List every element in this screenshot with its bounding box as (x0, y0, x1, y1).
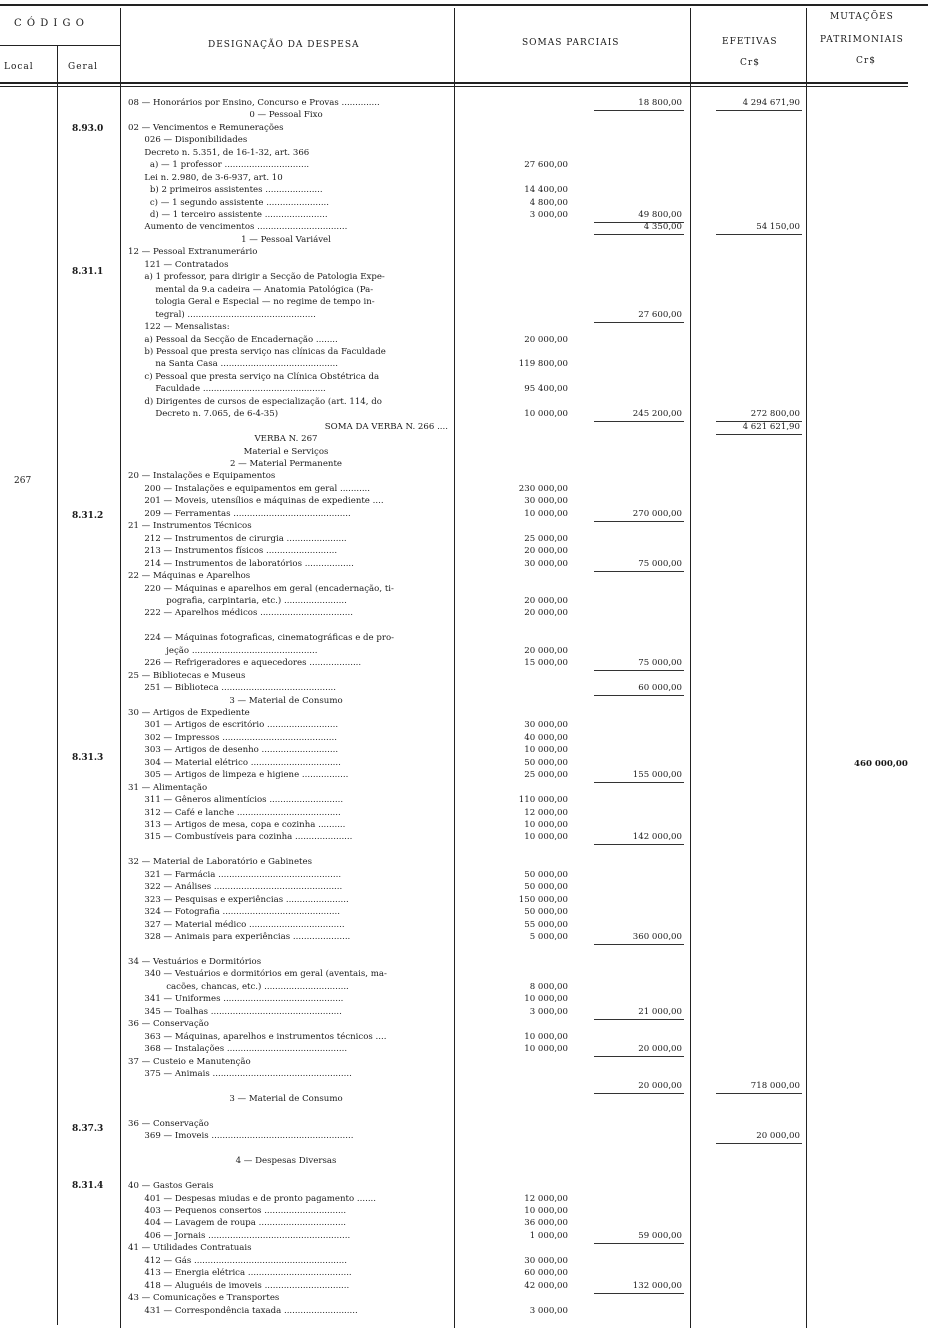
subtotal-rule (594, 110, 684, 111)
row-description: jeção .............................................. (128, 645, 318, 656)
amount-c2: 4 350,00 (643, 222, 682, 233)
amount-c1: 230 000,00 (518, 483, 568, 494)
row-description: 20 — Instalações e Equipamentos (128, 471, 276, 482)
amount-c1: 10 000,00 (524, 1205, 568, 1216)
row-description: 404 — Lavagem de roupa ................................ (128, 1218, 347, 1229)
amount-c1: 15 000,00 (524, 658, 568, 669)
subtotal-rule (716, 1143, 802, 1144)
amount-c1: 30 000,00 (524, 720, 568, 731)
amount-c1: 20 000,00 (524, 645, 568, 656)
row-description: 34 — Vestuários e Dormitórios (128, 956, 262, 967)
row-description: 40 — Gastos Gerais (128, 1181, 214, 1192)
col-line-local (57, 45, 58, 1325)
row-description: SOMA DA VERBA N. 266 .... (324, 421, 448, 432)
row-description: 327 — Material médico ................................... (128, 919, 345, 930)
amount-c2: 27 600,00 (638, 309, 682, 320)
amount-c1: 10 000,00 (524, 409, 568, 420)
amount-c1: 4 800,00 (529, 197, 568, 208)
row-description: 209 — Ferramentas ........................................... (128, 508, 351, 519)
row-description: c) — 1 segundo assistente ....................... (128, 197, 330, 208)
amount-c1: 14 400,00 (524, 185, 568, 196)
row-description: 375 — Animais ................................................... (128, 1069, 352, 1080)
row-description: 302 — Impressos .......................................... (128, 732, 337, 743)
row-description: b) Pessoal que presta serviço nas clínicas da Faculdade (128, 346, 386, 357)
subtotal-rule (594, 844, 684, 845)
amount-c3: 718 000,00 (750, 1081, 800, 1092)
right-total: 460 000,00 (854, 759, 908, 769)
row-description: 22 — Máquinas e Aparelhos (128, 571, 251, 582)
amount-c1: 27 600,00 (524, 160, 568, 171)
row-description: 224 — Máquinas fotograficas, cinematográficas e de pro- (128, 633, 395, 644)
row-description: 122 — Mensalistas: (128, 322, 230, 333)
row-description: 363 — Máquinas, aparelhos e instrumentos técnicos .... (128, 1031, 387, 1042)
subtotal-rule (594, 521, 684, 522)
geral-code: 8.31.2 (72, 511, 104, 521)
geral-code: 8.31.1 (72, 267, 104, 277)
row-description: 303 — Artigos de desenho ............................ (128, 745, 339, 756)
col-line-somas (690, 8, 691, 1328)
subtotal-rule (594, 944, 684, 945)
amount-c1: 3 000,00 (529, 1305, 568, 1316)
row-description: 212 — Instrumentos de cirurgia ...................... (128, 533, 347, 544)
row-description: 328 — Animais para experiências ..................... (128, 932, 351, 943)
geral-code: 8.31.3 (72, 753, 104, 763)
header-patr-unit: Cr$ (856, 56, 876, 66)
row-description: 340 — Vestuários e dormitórios em geral (aventais, ma- (128, 969, 387, 980)
row-description: 21 — Instrumentos Técnicos (128, 521, 252, 532)
amount-c1: 5 000,00 (529, 932, 568, 943)
row-description: 25 — Bibliotecas e Museus (128, 670, 246, 681)
row-description: 322 — Análises ............................................... (128, 882, 343, 893)
subtotal-rule (594, 571, 684, 572)
amount-c1: 55 000,00 (524, 919, 568, 930)
row-description: pografia, carpintaria, etc.) ....................... (128, 595, 347, 606)
row-description: a) — 1 professor ............................... (128, 160, 310, 171)
amount-c2: 20 000,00 (638, 1044, 682, 1055)
header-designacao: DESIGNAÇÃO DA DESPESA (208, 40, 360, 50)
row-description: 305 — Artigos de limpeza e higiene ................. (128, 770, 349, 781)
row-description: 3 — Material de Consumo (229, 695, 343, 706)
amount-c1: 50 000,00 (524, 882, 568, 893)
row-description: 412 — Gás ........................................................ (128, 1255, 347, 1266)
subtotal-rule (594, 234, 684, 235)
subtotal-rule (594, 1293, 684, 1294)
amount-c2: 270 000,00 (632, 508, 682, 519)
row-description: 311 — Gêneros alimentícios ........................... (128, 795, 344, 806)
amount-c1: 20 000,00 (524, 334, 568, 345)
row-description: 31 — Alimentação (128, 782, 208, 793)
header-geral: Geral (68, 62, 99, 72)
amount-c1: 12 000,00 (524, 807, 568, 818)
row-description: 312 — Café e lanche ...................................... (128, 807, 341, 818)
subtotal-rule (594, 695, 684, 696)
subtotal-rule (716, 434, 802, 435)
row-description: 121 — Contratados (128, 259, 229, 270)
header-efetivas: EFETIVAS (722, 37, 778, 47)
row-description: 41 — Utilidades Contratuais (128, 1243, 252, 1254)
row-description: 220 — Máquinas e aparelhos em geral (encadernação, ti- (128, 583, 394, 594)
local-code: 267 (14, 476, 32, 486)
top-rule (0, 4, 928, 6)
header-efetivas-unit: Cr$ (740, 58, 760, 68)
row-description: Decreto n. 5.351, de 16-1-32, art. 366 (128, 147, 310, 158)
row-description: 403 — Pequenos consertos .............................. (128, 1205, 347, 1216)
row-description: 08 — Honorários por Ensino, Concurso e Provas .............. (128, 98, 380, 108)
col-line-designacao (454, 8, 455, 1328)
amount-c1: 10 000,00 (524, 994, 568, 1005)
subtotal-rule (716, 110, 802, 111)
row-description: d) Dirigentes de cursos de especialização (art. 114, do (128, 396, 382, 407)
row-description: b) 2 primeiros assistentes ..................... (128, 185, 323, 196)
subtotal-rule (594, 670, 684, 671)
amount-c1: 1 000,00 (529, 1230, 568, 1241)
row-description: 200 — Instalações e equipamentos em geral ........... (128, 483, 371, 494)
row-description: a) 1 professor, para dirigir a Secção de Patologia Expe- (128, 272, 385, 283)
row-description: 36 — Conservação (128, 1118, 209, 1129)
row-description: tologia Geral e Especial — no regime de tempo in- (128, 297, 375, 308)
geral-code: 8.31.4 (72, 1181, 104, 1191)
row-description: 12 — Pessoal Extranumerário (128, 247, 258, 258)
amount-c3: 4 621 621,90 (742, 421, 800, 432)
amount-c1: 36 000,00 (524, 1218, 568, 1229)
amount-c1: 20 000,00 (524, 608, 568, 619)
amount-c1: 110 000,00 (518, 795, 568, 806)
row-description: Aumento de vencimentos ................................. (128, 222, 348, 233)
row-description: 4 — Despesas Diversas (235, 1156, 337, 1167)
header-codigo: C Ó D I G O (14, 18, 85, 29)
subtotal-rule (716, 1093, 802, 1094)
amount-c2: 132 000,00 (632, 1280, 682, 1291)
row-description: 315 — Combustíveis para cozinha ..................... (128, 832, 353, 843)
amount-c1: 25 000,00 (524, 770, 568, 781)
amount-c1: 3 000,00 (529, 1006, 568, 1017)
subtotal-rule (594, 1056, 684, 1057)
row-description: 313 — Artigos de mesa, copa e cozinha .......... (128, 820, 346, 831)
amount-c3: 54 150,00 (756, 222, 800, 233)
row-description: 1 — Pessoal Variável (241, 234, 331, 245)
row-description: 026 — Disponibilidades (128, 135, 248, 146)
amount-c1: 3 000,00 (529, 210, 568, 221)
header-local: Local (4, 62, 34, 72)
codigo-divider (0, 45, 120, 46)
row-description: 0 — Pessoal Fixo (249, 110, 323, 121)
row-description: na Santa Casa ........................................... (128, 359, 338, 370)
amount-c1: 20 000,00 (524, 546, 568, 557)
header-patrimoniais: PATRIMONIAIS (820, 35, 904, 45)
subtotal-rule (594, 1243, 684, 1244)
row-description: 418 — Aluguéis de imoveis ............................... (128, 1280, 350, 1291)
row-description: Decreto n. 7.065, de 6-4-35) (128, 409, 279, 420)
amount-c1: 25 000,00 (524, 533, 568, 544)
subtotal-rule (594, 421, 684, 422)
amount-c2: 75 000,00 (638, 658, 682, 669)
amount-c2: 20 000,00 (638, 1081, 682, 1092)
subtotal-rule (716, 234, 802, 235)
row-description: 30 — Artigos de Expediente (128, 708, 250, 718)
row-description: 37 — Custeio e Manutenção (128, 1056, 251, 1067)
col-line-geral (120, 8, 121, 1328)
row-description: 32 — Material de Laboratório e Gabinetes (128, 857, 312, 868)
row-description: 323 — Pesquisas e experiências ....................... (128, 894, 349, 905)
amount-c1: 8 000,00 (529, 981, 568, 992)
amount-c1: 10 000,00 (524, 1044, 568, 1055)
row-description: Material e Serviços (243, 446, 329, 457)
amount-c2: 155 000,00 (632, 770, 682, 781)
amount-c2: 49 800,00 (638, 210, 682, 221)
amount-c1: 95 400,00 (524, 384, 568, 395)
row-description: 301 — Artigos de escritório .......................... (128, 720, 339, 731)
amount-c2: 75 000,00 (638, 558, 682, 569)
row-description: cacões, chancas, etc.) ............................... (128, 981, 349, 992)
row-description: c) Pessoal que presta serviço na Clínica Obstétrica da (128, 371, 380, 382)
row-description: 304 — Material elétrico ................................. (128, 757, 341, 768)
row-description: 02 — Vencimentos e Remunerações (128, 122, 284, 133)
row-description: Lei n. 2.980, de 3-6-937, art. 10 (128, 172, 283, 183)
amount-c1: 50 000,00 (524, 757, 568, 768)
amount-c2: 21 000,00 (638, 1006, 682, 1017)
amount-c2: 59 000,00 (638, 1230, 682, 1241)
amount-c1: 50 000,00 (524, 907, 568, 918)
amount-c2: 60 000,00 (638, 683, 682, 694)
row-description: VERBA N. 267 (254, 434, 318, 445)
subtotal-rule (594, 322, 684, 323)
geral-code: 8.37.3 (72, 1124, 104, 1134)
amount-c1: 42 000,00 (524, 1280, 568, 1291)
header-somas: SOMAS PARCIAIS (522, 38, 620, 48)
amount-c2: 142 000,00 (632, 832, 682, 843)
amount-c2: 360 000,00 (632, 932, 682, 943)
geral-code: 8.93.0 (72, 124, 104, 134)
row-description: 214 — Instrumentos de laboratórios .................. (128, 558, 354, 569)
subtotal-rule (594, 1019, 684, 1020)
amount-c2: 18 800,00 (638, 98, 682, 108)
col-line-efetivas (806, 8, 807, 1328)
row-description: a) Pessoal da Secção de Encadernação ........ (128, 334, 338, 345)
row-description: 341 — Uniformes ............................................ (128, 994, 344, 1005)
amount-c3: 20 000,00 (756, 1131, 800, 1142)
row-description: 222 — Aparelhos médicos .................................. (128, 608, 353, 619)
amount-c1: 30 000,00 (524, 1255, 568, 1266)
amount-c1: 10 000,00 (524, 745, 568, 756)
amount-c1: 10 000,00 (524, 832, 568, 843)
amount-c1: 40 000,00 (524, 732, 568, 743)
row-description: 3 — Material de Consumo (229, 1093, 343, 1104)
amount-c1: 12 000,00 (524, 1193, 568, 1204)
amount-c1: 20 000,00 (524, 595, 568, 606)
row-description: 213 — Instrumentos físicos .......................... (128, 546, 338, 557)
row-description: 369 — Imoveis .................................................... (128, 1131, 354, 1142)
row-description: 401 — Despesas miudas e de pronto pagamento ....... (128, 1193, 377, 1204)
row-description: 413 — Energia elétrica ...................................... (128, 1268, 352, 1279)
row-description: 431 — Correspondência taxada ........................... (128, 1305, 358, 1316)
row-description: 406 — Jornais .................................................... (128, 1230, 351, 1241)
row-description: 36 — Conservação (128, 1019, 209, 1030)
row-description: 321 — Farmácia ............................................. (128, 869, 342, 880)
amount-c3: 4 294 671,90 (742, 98, 800, 108)
row-description: 43 — Comunicações e Transportes (128, 1293, 280, 1304)
row-description: 201 — Moveis, utensílios e máquinas de expediente .... (128, 496, 384, 507)
amount-c1: 50 000,00 (524, 869, 568, 880)
amount-c1: 10 000,00 (524, 508, 568, 519)
row-description: d) — 1 terceiro assistente ....................... (128, 210, 328, 221)
row-description: 324 — Fotografia ........................................... (128, 907, 340, 918)
row-description: 368 — Instalações ............................................ (128, 1044, 348, 1055)
header-mutacoes: MUTAÇÕES (830, 12, 894, 22)
amount-c1: 30 000,00 (524, 558, 568, 569)
amount-c1: 119 800,00 (518, 359, 568, 370)
amount-c1: 30 000,00 (524, 496, 568, 507)
row-description: 2 — Material Permanente (229, 459, 342, 470)
row-description: 226 — Refrigeradores e aquecedores ................... (128, 658, 362, 669)
amount-c1: 10 000,00 (524, 820, 568, 831)
row-description: tegral) ............................................... (128, 309, 316, 320)
subtotal-rule (594, 1093, 684, 1094)
row-description: Faculdade ............................................. (128, 384, 326, 395)
row-description: 345 — Toalhas ................................................ (128, 1006, 342, 1017)
amount-c1: 150 000,00 (518, 894, 568, 905)
amount-c1: 10 000,00 (524, 1031, 568, 1042)
amount-c1: 60 000,00 (524, 1268, 568, 1279)
row-description: 251 — Biblioteca .......................................... (128, 683, 337, 694)
subtotal-rule (594, 782, 684, 783)
amount-c2: 245 200,00 (632, 409, 682, 420)
row-description: mental da 9.a cadeira — Anatomia Patológica (Pa- (128, 284, 374, 295)
amount-c3: 272 800,00 (750, 409, 800, 420)
